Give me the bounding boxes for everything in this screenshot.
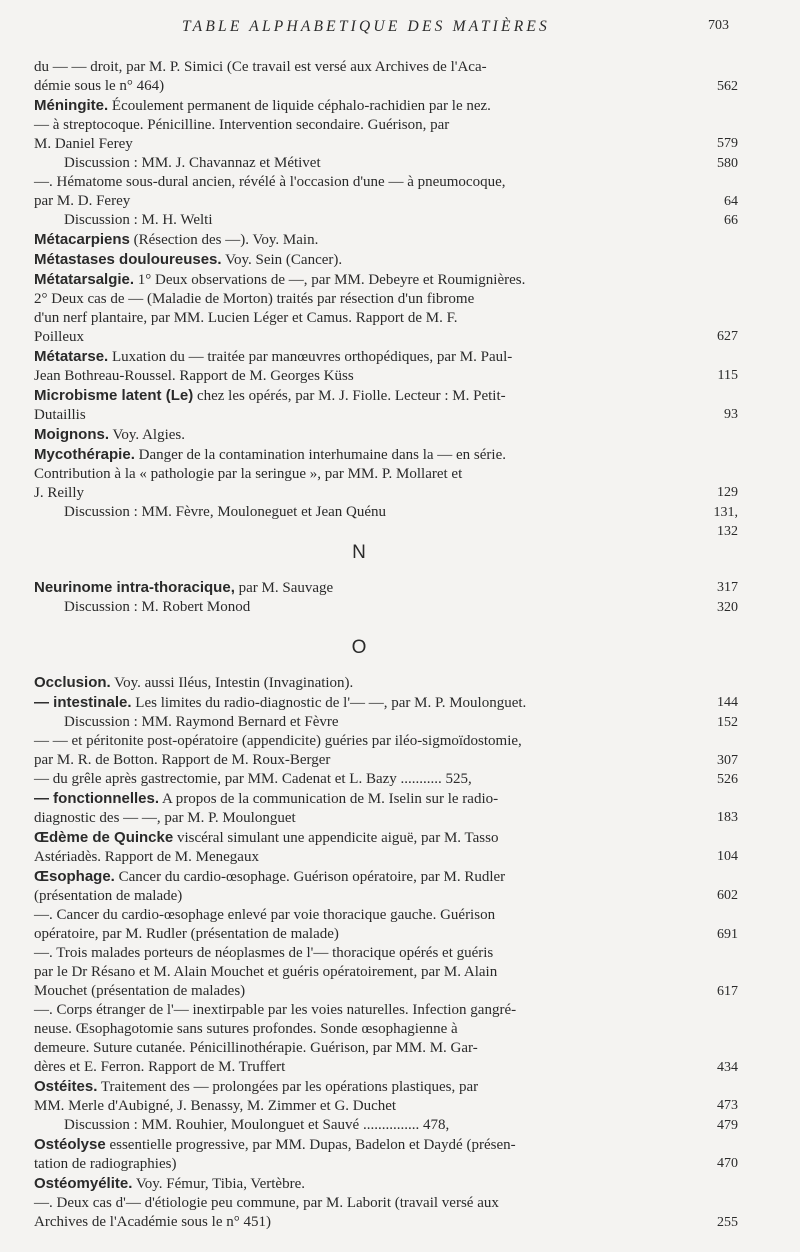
entry-text: —. Corps étranger de l'— inextirpable par les voies naturelles. Infection gangré- xyxy=(34,1002,517,1018)
entry-heading: — intestinale. xyxy=(34,694,132,711)
section-letter: N xyxy=(352,542,366,563)
entry-heading: Métatarsalgie. xyxy=(34,271,135,288)
entry-heading: Métastases douloureuses. xyxy=(34,251,222,268)
page-reference: 470 xyxy=(717,1156,738,1171)
index-entry xyxy=(34,250,740,270)
entry-text: par M. Sauvage xyxy=(238,580,334,596)
entry-text: 1° Deux observations de —, par MM. Debeyre et Roumignières. xyxy=(137,272,526,288)
entry-text: (Résection des —). Voy. Main. xyxy=(133,232,319,248)
entry-text: 2° Deux cas de — (Maladie de Morton) traités par résection d'un fibrome xyxy=(34,291,475,307)
index-entry xyxy=(34,598,740,617)
index-entry xyxy=(34,173,740,211)
page-reference: 617 xyxy=(717,984,738,999)
page-reference: 131, 132 xyxy=(713,505,738,539)
entry-text: Voy. Algies. xyxy=(112,427,185,443)
entry-text: —. Trois malades porteurs de néoplasmes de l'— thoracique opérés et guéris xyxy=(34,945,494,961)
entry-heading: Œdème de Quincke xyxy=(34,829,174,846)
index-entry xyxy=(34,96,740,154)
index-entry xyxy=(34,211,740,230)
entry-text: — du grêle après gastrectomie, par MM. Cadenat et L. Bazy ........... 525, xyxy=(34,771,472,787)
index-entry xyxy=(34,1116,740,1135)
page-reference: 580 xyxy=(717,156,738,171)
entry-heading: Mycothérapie. xyxy=(34,446,135,463)
entry-text: Contribution à la « pathologie par la seringue », par MM. P. Mollaret et xyxy=(34,466,463,482)
page-number: 703 xyxy=(708,18,729,33)
entry-text: MM. Merle d'Aubigné, J. Benassy, M. Zimmer et G. Duchet xyxy=(34,1098,397,1114)
page-reference: 602 xyxy=(717,888,738,903)
entry-heading: Ostéites. xyxy=(34,1078,98,1095)
index-entry xyxy=(34,867,740,906)
index-entry xyxy=(34,770,740,789)
index-entry xyxy=(34,693,740,713)
entry-text: viscéral simulant une appendicite aiguë, par M. Tasso xyxy=(176,830,499,846)
entry-text: Discussion : MM. Rouhier, Moulonguet et Sauvé ............... 478, xyxy=(64,1117,450,1133)
index-entry xyxy=(34,906,740,944)
page-reference: 129 xyxy=(717,485,738,500)
entry-text: —. Cancer du cardio-œsophage enlevé par voie thoracique gauche. Guérison xyxy=(34,907,496,923)
page-reference: 307 xyxy=(717,753,738,768)
entry-text: Dutaillis xyxy=(34,407,86,423)
index-entry xyxy=(34,1194,740,1232)
entry-text: Voy. Fémur, Tibia, Vertèbre. xyxy=(135,1176,305,1192)
entry-text: du — — droit, par M. P. Simici (Ce travail est versé aux Archives de l'Aca- xyxy=(34,59,487,75)
entry-text: A propos de la communication de M. Iselin sur le radio- xyxy=(161,791,499,807)
entry-text: neuse. Œsophagotomie sans sutures profondes. Sonde œsophagienne à xyxy=(34,1021,458,1037)
entry-heading: Méningite. xyxy=(34,97,109,114)
entry-text: Discussion : M. Robert Monod xyxy=(64,599,251,615)
page-reference: 64 xyxy=(724,194,738,209)
entry-text: démie sous le n° 464) xyxy=(34,78,165,94)
index-entry xyxy=(34,673,740,693)
entry-text: Astériadès. Rapport de M. Menegaux xyxy=(34,849,259,865)
index-entry xyxy=(34,713,740,732)
index-entry xyxy=(34,732,740,770)
entry-text: M. Daniel Ferey xyxy=(34,136,133,152)
entry-heading: Métacarpiens xyxy=(34,231,130,248)
entry-text: Luxation du — traitée par manœuvres orthopédiques, par M. Paul- xyxy=(111,349,513,365)
entry-text: Poilleux xyxy=(34,329,85,345)
entry-text: Discussion : MM. Fèvre, Mouloneguet et Jean Quénu xyxy=(64,504,387,520)
page-reference: 579 xyxy=(717,136,738,151)
entry-text: diagnostic des — —, par M. P. Moulonguet xyxy=(34,810,296,826)
page-reference: 434 xyxy=(717,1060,738,1075)
page-reference: 104 xyxy=(717,849,738,864)
page-reference: 526 xyxy=(717,772,738,787)
entry-text: Voy. aussi Iléus, Intestin (Invagination). xyxy=(114,675,354,691)
page-reference: 317 xyxy=(717,580,738,595)
index-entry xyxy=(34,154,740,173)
index-entry xyxy=(34,270,740,347)
entry-text: Archives de l'Académie sous le n° 451) xyxy=(34,1214,271,1230)
section-letter: O xyxy=(351,637,367,658)
entry-text: — à streptocoque. Pénicilline. Intervention secondaire. Guérison, par xyxy=(34,117,450,133)
entry-text: essentielle progressive, par MM. Dupas, Badelon et Daydé (présen- xyxy=(109,1137,516,1153)
entry-text: Cancer du cardio-œsophage. Guérison opératoire, par M. Rudler xyxy=(118,869,506,885)
page-reference: 627 xyxy=(717,329,738,344)
entry-heading: Microbisme latent (Le) xyxy=(34,387,194,404)
index-entry xyxy=(34,944,740,1001)
entry-heading: Neurinome intra-thoracique, xyxy=(34,579,235,596)
running-header xyxy=(0,18,800,40)
index-entry xyxy=(34,230,740,250)
page-reference: 255 xyxy=(717,1215,738,1230)
entry-heading: Ostéolyse xyxy=(34,1136,106,1153)
entry-text: dères et E. Ferron. Rapport de M. Truffert xyxy=(34,1059,286,1075)
index-entry xyxy=(34,578,740,598)
page-reference: 691 xyxy=(717,927,738,942)
entry-text: Les limites du radio-diagnostic de l'— —, par M. P. Moulonguet. xyxy=(135,695,527,711)
entry-text: d'un nerf plantaire, par MM. Lucien Léger et Camus. Rapport de M. F. xyxy=(34,310,458,326)
entry-text: Mouchet (présentation de malades) xyxy=(34,983,246,999)
page-reference: 115 xyxy=(717,368,738,383)
entry-text: tation de radiographies) xyxy=(34,1156,177,1172)
index-entry xyxy=(34,789,740,828)
index-entry xyxy=(34,425,740,445)
entry-text: par M. D. Ferey xyxy=(34,193,131,209)
page-title: TABLE ALPHABETIQUE DES MATIÈRES xyxy=(182,18,550,35)
page-reference: 93 xyxy=(724,407,738,422)
index-entry xyxy=(34,1077,740,1116)
entry-text: J. Reilly xyxy=(34,485,85,501)
entry-text: par M. R. de Botton. Rapport de M. Roux-Berger xyxy=(34,752,331,768)
entry-text: — — et péritonite post-opératoire (appendicite) guéries par iléo-sigmoïdostomie, xyxy=(34,733,522,749)
page-reference: 479 xyxy=(717,1118,738,1133)
page-reference: 66 xyxy=(724,213,738,228)
index-entry xyxy=(34,828,740,867)
entry-text: demeure. Suture cutanée. Pénicillinothérapie. Guérison, par MM. M. Gar- xyxy=(34,1040,478,1056)
entry-text: Écoulement permanent de liquide céphalo-rachidien par le nez. xyxy=(111,98,491,114)
entry-heading: Métatarse. xyxy=(34,348,109,365)
index-entry xyxy=(34,386,740,425)
entry-text: Discussion : MM. J. Chavannaz et Métivet xyxy=(64,155,321,171)
page-reference: 320 xyxy=(717,600,738,615)
entry-text: Danger de la contamination interhumaine dans la — en série. xyxy=(138,447,506,463)
page-reference: 183 xyxy=(717,810,738,825)
index-entry xyxy=(34,58,740,96)
entry-text: Traitement des — prolongées par les opérations plastiques, par xyxy=(100,1079,479,1095)
page-reference: 562 xyxy=(717,79,738,94)
index-entry xyxy=(34,503,740,539)
index-content xyxy=(34,58,740,1232)
entry-heading: — fonctionnelles. xyxy=(34,790,160,807)
entry-text: chez les opérés, par M. J. Fiolle. Lecteur : M. Petit- xyxy=(196,388,506,404)
index-entry xyxy=(34,1174,740,1194)
entry-text: opératoire, par M. Rudler (présentation de malade) xyxy=(34,926,339,942)
page-reference: 144 xyxy=(717,695,738,710)
index-entry xyxy=(34,1001,740,1077)
entry-text: (présentation de malade) xyxy=(34,888,183,904)
page-reference: 152 xyxy=(717,715,738,730)
entry-heading: Occlusion. xyxy=(34,674,111,691)
entry-text: Jean Bothreau-Roussel. Rapport de M. Georges Küss xyxy=(34,368,354,384)
entry-heading: Œsophage. xyxy=(34,868,115,885)
entry-text: —. Hématome sous-dural ancien, révélé à l'occasion d'une — à pneumocoque, xyxy=(34,174,506,190)
entry-text: —. Deux cas d'— d'étiologie peu commune, par M. Laborit (travail versé aux xyxy=(34,1195,499,1211)
entry-heading: Ostéomyélite. xyxy=(34,1175,133,1192)
entry-text: Voy. Sein (Cancer). xyxy=(225,252,343,268)
index-entry xyxy=(34,347,740,386)
index-entry xyxy=(34,445,740,503)
page-reference: 473 xyxy=(717,1098,738,1113)
entry-heading: Moignons. xyxy=(34,426,109,443)
entry-text: Discussion : M. H. Welti xyxy=(64,212,213,228)
entry-text: Discussion : MM. Raymond Bernard et Fèvre xyxy=(64,714,339,730)
entry-text: par le Dr Résano et M. Alain Mouchet et guéris opératoirement, par M. Alain xyxy=(34,964,498,980)
index-entry xyxy=(34,1135,740,1174)
